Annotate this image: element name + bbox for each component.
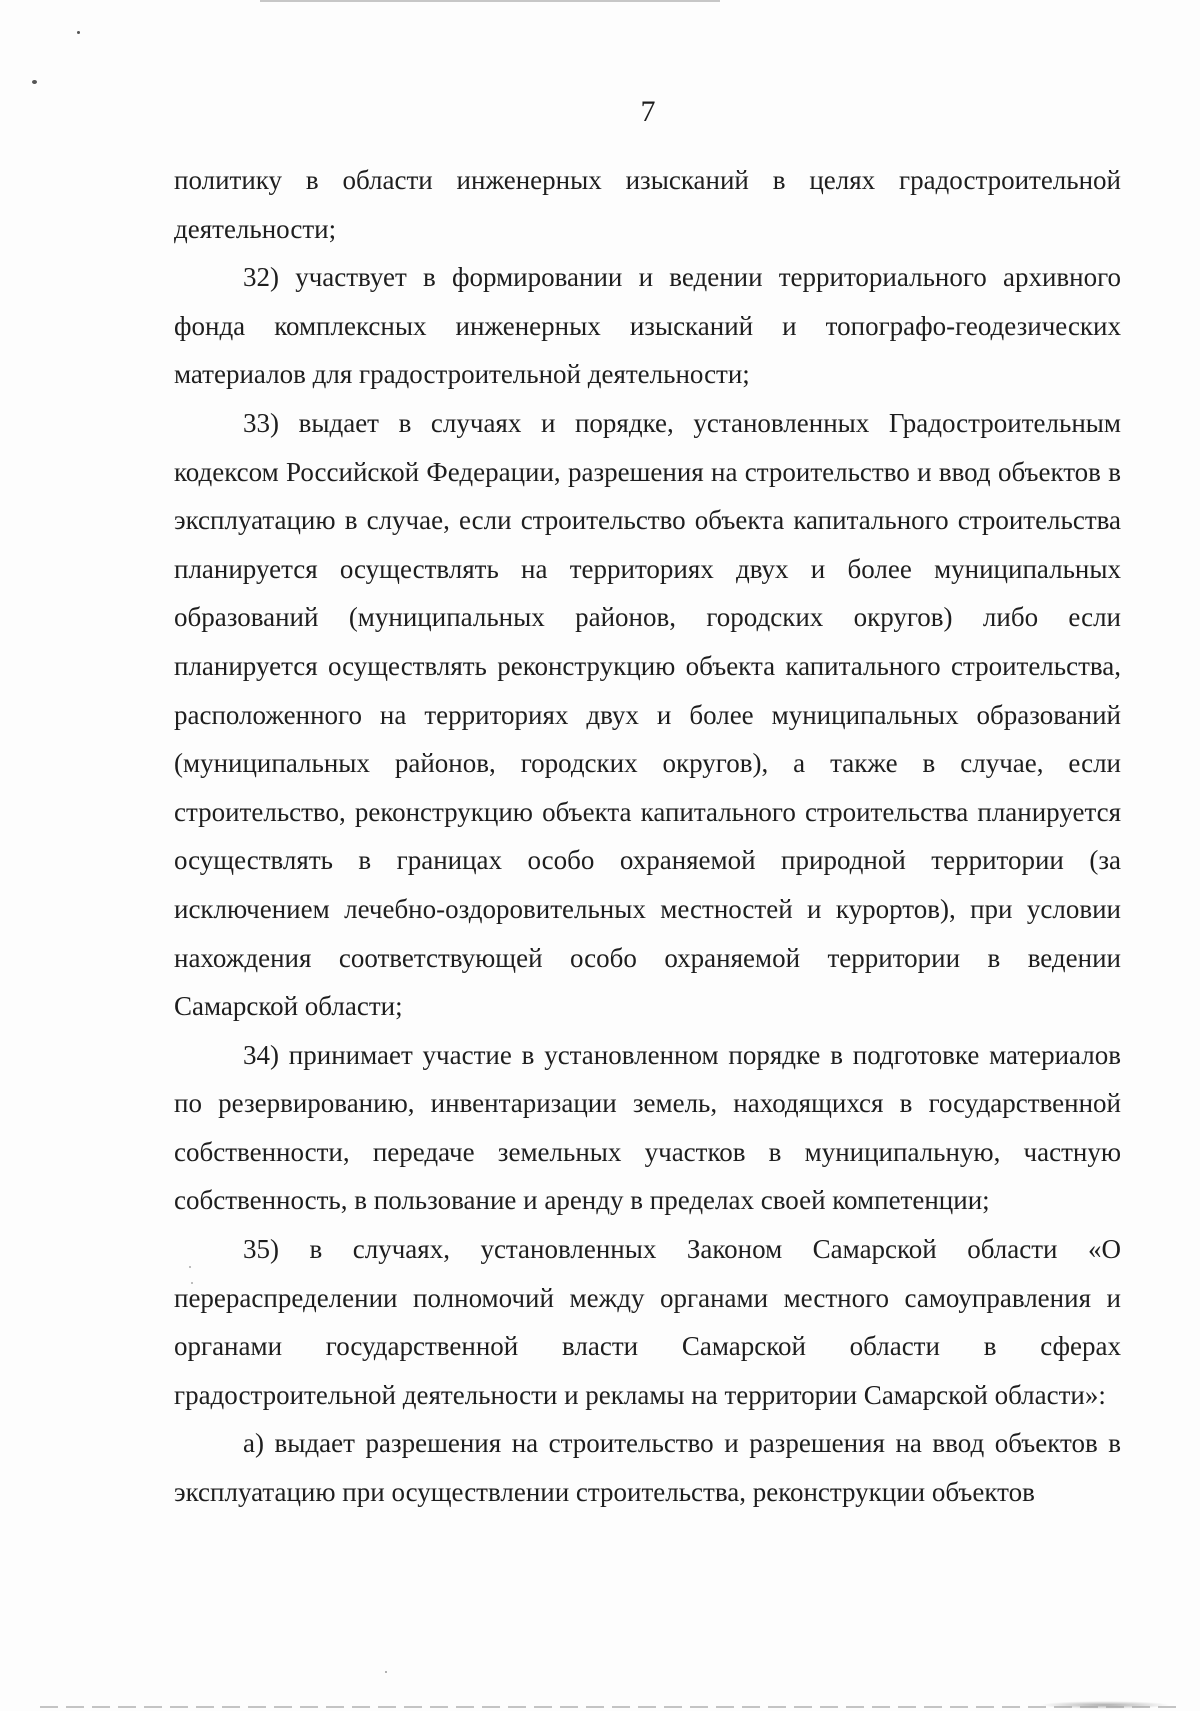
paragraph-item-35: 35) в случаях, установленных Законом Самарской области «О перераспределении полномочий между органами местного самоуправления и органами государственной власти Самарской области в сферах градостроительной деятельности и рекламы на территории Самарской области»:	[174, 1234, 1121, 1410]
scan-dot	[32, 80, 37, 84]
page-number: 7	[640, 95, 656, 128]
scan-dot	[77, 31, 80, 34]
paragraph-subitem-a: а) выдает разрешения на строительство и разрешения на ввод объектов в эксплуатацию при осуществлении строительства, реконструкции объектов	[174, 1428, 1121, 1508]
scan-dot	[385, 1671, 387, 1673]
scan-artifact-top	[260, 0, 720, 2]
paragraph-item-32: 32) участвует в формировании и ведении территориального архивного фонда комплексных инженерных изысканий и топографо-геодезических материалов для градостроительной деятельности;	[174, 262, 1121, 390]
document-body	[174, 156, 1121, 1517]
paragraph-continuation: политику в области инженерных изысканий в целях градостроительной деятельности;	[174, 165, 1121, 244]
paragraph-item-34: 34) принимает участие в установленном порядке в подготовке материалов по резервированию, инвентаризации земель, находящихся в государственной собственности, передаче земельных участков в муниципальную, частную собственность, в пользование и аренду в пределах своей компетенции;	[174, 1039, 1121, 1216]
scan-artifact-bottom	[40, 1706, 1180, 1708]
paragraph-item-33: 33) выдает в случаях и порядке, установленных Градостроительным кодексом Российской Федерации, разрешения на строительство и ввод объектов в эксплуатацию в случае, если строительство объекта капитального строительства планируется осуществлять на территориях двух и более муниципальных образований (муниципальных районов, городских округов) либо если планируется осуществлять реконструкцию объекта капитального строительства, расположенного на территориях двух и более муниципальных образований (муниципальных районов, городских округов), а также в случае, если строительство, реконструкцию объекта капитального строительства планируется осуществлять в границах особо охраняемой природной территории (за исключением лечебно-оздоровительных местностей и курортов), при условии нахождения соответствующей особо охраняемой территории в ведении Самарской области;	[174, 407, 1121, 1022]
scan-smudge	[1040, 1701, 1170, 1709]
